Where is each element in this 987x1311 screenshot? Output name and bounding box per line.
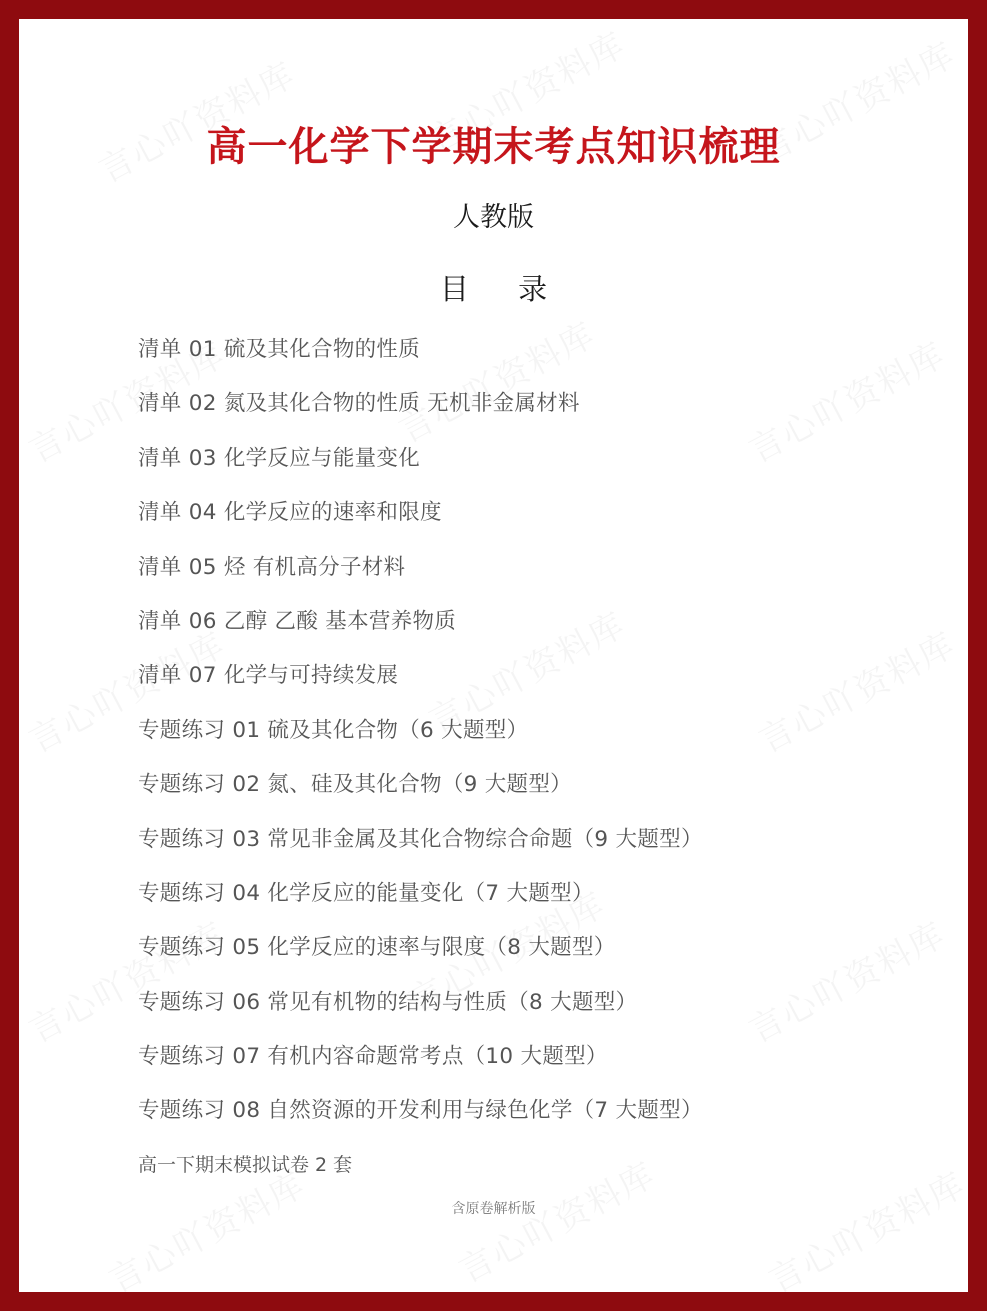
toc-item: 专题练习 05 化学反应的速率与限度（8 大题型） (138, 935, 616, 961)
toc-item: 清单 03 化学反应与能量变化 (138, 445, 421, 471)
toc-item: 清单 05 烃 有机高分子材料 (138, 554, 406, 580)
mock-exam-note: 高一下期末模拟试卷 2 套 (138, 1154, 353, 1176)
toc-item: 专题练习 04 化学反应的能量变化（7 大题型） (138, 880, 594, 906)
watermark (99, 1158, 313, 1292)
toc-item: 专题练习 08 自然资源的开发利用与绿色化学（7 大题型） (138, 1098, 703, 1124)
toc-heading: 目 录 (439, 272, 568, 306)
toc-item: 清单 07 化学与可持续发展 (138, 663, 399, 689)
document-sheet (19, 19, 968, 1292)
toc-item: 清单 06 乙醇 乙酸 基本营养物质 (138, 608, 457, 634)
toc-item: 清单 04 化学反应的速率和限度 (138, 500, 442, 526)
table-of-contents (138, 331, 938, 1147)
watermark (759, 1158, 968, 1292)
watermark (449, 1148, 663, 1292)
toc-item: 专题练习 02 氮、硅及其化合物（9 大题型） (138, 772, 572, 798)
document-title: 高一化学下学期末考点知识梳理 (206, 123, 781, 170)
toc-item: 清单 02 氮及其化合物的性质 无机非金属材料 (138, 391, 580, 417)
document-subtitle: 人教版 (453, 202, 534, 233)
toc-item: 专题练习 07 有机内容命题常考点（10 大题型） (138, 1044, 608, 1070)
toc-item: 专题练习 01 硫及其化合物（6 大题型） (138, 717, 529, 743)
toc-item: 专题练习 06 常见有机物的结构与性质（8 大题型） (138, 989, 638, 1015)
toc-item: 专题练习 03 常见非金属及其化合物综合命题（9 大题型） (138, 826, 703, 852)
footer-note: 含原卷解析版 (451, 1201, 536, 1217)
toc-item: 清单 01 硫及其化合物的性质 (138, 337, 421, 362)
